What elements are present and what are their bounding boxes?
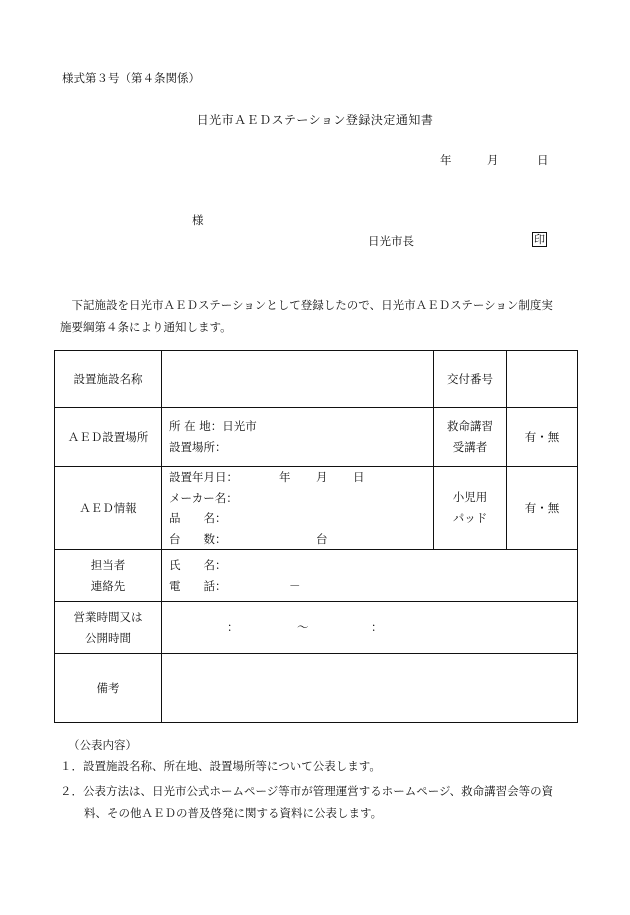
note-item-2 [60,780,580,824]
contact-label-line-1: 担当者 [90,557,126,572]
note-item-1: １．設置施設名称、所在地、設置場所等について公表します。 [60,759,381,773]
contact-name: 氏 名： [169,558,227,572]
body-line-1: 下記施設を日光市ＡＥＤステーションとして登録したので、日光市ＡＥＤステーション制度実 [60,298,553,312]
note-item-2-line-2: 料、その他ＡＥＤの普及啓発に関する資料に公表します。 [84,806,383,820]
aed-location-label: ＡＥＤ設置場所 [55,408,162,467]
aed-location-field [162,408,434,467]
hours-colon-1: ： [227,620,239,635]
training-label [434,408,507,467]
issue-number-label: 交付番号 [434,351,507,408]
info-date-label: 設置年月日： [169,470,238,484]
info-count-unit: 台 [316,531,328,546]
date-year: 年 [440,153,452,167]
pediatric-label-line-1: 小児用 [452,490,488,504]
hours-tilde: ～ [297,620,309,635]
contact-label-line-2: 連絡先 [90,578,126,593]
table-row [55,467,578,550]
note-item-2-line-1: ２．公表方法は、日光市公式ホームページ等市が管理運営するホームページ、救命講習会等の資 [60,784,554,798]
hours-line [169,617,577,638]
aed-info-field [162,467,434,550]
table-row [55,602,578,654]
training-label-line-2: 受講者 [452,440,488,454]
notes-heading: （公表内容） [68,738,137,752]
hours-label-line-2: 公開時間 [85,630,131,645]
aed-info-label: ＡＥＤ情報 [55,467,162,550]
remarks-label: 備考 [55,654,162,723]
seal-mark: 印 [534,233,545,246]
info-maker: メーカー名： [169,490,238,505]
table-row [55,654,578,723]
facility-name-label: 設置施設名称 [55,351,162,408]
contact-phone [169,576,577,597]
info-count-label: 台 数： [169,531,227,546]
location-address: 所 在 地：日光市 [169,419,257,433]
date-month: 月 [487,153,499,167]
registration-table [54,350,578,723]
pediatric-value: 有・無 [507,467,578,550]
issuer: 日光市長 [368,234,414,248]
pediatric-label [434,467,507,550]
training-label-line-1: 救命講習 [447,419,493,433]
contact-field [162,550,578,602]
hours-label-line-1: 営業時間又は [73,609,143,624]
addressee-suffix: 様 [192,213,204,227]
location-place: 設置場所： [169,440,227,454]
info-install-date [169,467,433,488]
body-text [60,294,580,338]
remarks-field [162,654,578,723]
info-day: 日 [353,470,365,484]
issue-number-field [507,351,578,408]
info-count [169,529,433,550]
info-year: 年 [279,470,291,484]
training-value: 有・無 [507,408,578,467]
table-row [55,408,578,467]
hours-label [55,602,162,654]
pediatric-label-line-2: パッド [452,511,488,525]
hours-colon-2: ： [371,620,383,635]
body-line-2: 施要綱第４条により通知します。 [60,320,232,334]
contact-label [55,550,162,602]
table-row [55,550,578,602]
info-month: 月 [316,470,328,484]
document-title: 日光市ＡＥＤステーション登録決定通知書 [196,113,434,127]
contact-phone-dash: － [289,578,301,593]
hours-field [162,602,578,654]
facility-name-field [162,351,434,408]
date-day: 日 [537,153,549,167]
info-product: 品 名： [169,511,227,525]
form-number: 様式第３号（第４条関係） [62,71,200,85]
contact-phone-label: 電 話： [169,578,227,593]
table-row [55,351,578,408]
